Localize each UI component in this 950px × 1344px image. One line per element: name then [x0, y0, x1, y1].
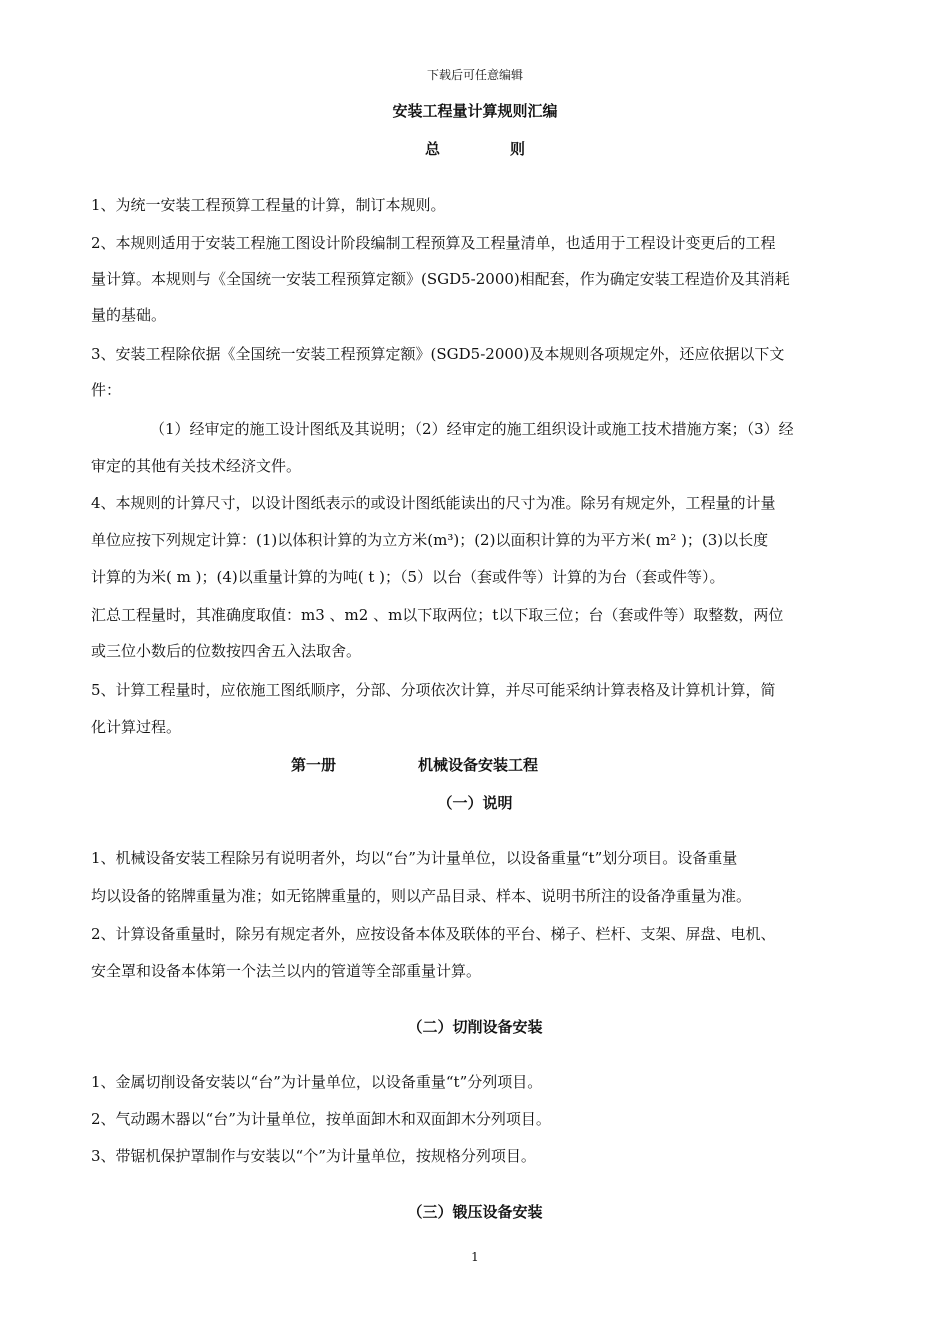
general-line: 件：	[91, 381, 122, 399]
section-line: 1、金属切削设备安装以“台”为计量单位，以设备重量“t”分列项目。	[91, 1073, 543, 1091]
page-number: 1	[471, 1250, 479, 1264]
section-line: 2、气动踢木器以“台”为计量单位，按单面卸木和双面卸木分列项目。	[91, 1110, 551, 1128]
general-line: （1）经审定的施工设计图纸及其说明；（2）经审定的施工组织设计或施工技术措施方案；（3）经	[150, 420, 794, 438]
section-line: 3、带锯机保护罩制作与安装以“个”为计量单位，按规格分列项目。	[91, 1147, 536, 1165]
general-line: 2、本规则适用于安装工程施工图设计阶段编制工程预算及工程量清单，也适用于工程设计变更后的工程	[91, 234, 776, 252]
page-header: 下载后可任意编辑	[426, 68, 523, 82]
section-heading: （二）切削设备安装	[407, 1018, 543, 1036]
part-name: 机械设备安装工程	[418, 756, 539, 774]
general-line: 4、本规则的计算尺寸，以设计图纸表示的或设计图纸能读出的尺寸为准。除另有规定外，工程量的计量	[91, 494, 776, 512]
section-line: 1、机械设备安装工程除另有说明者外，均以“台”为计量单位，以设备重量“t”划分项目。设备重量	[91, 849, 738, 867]
general-line: 量的基础。	[91, 306, 167, 324]
general-line: 1、为统一安装工程预算工程量的计算，制订本规则。	[91, 196, 446, 214]
general-line: 3、安装工程除依据《全国统一安装工程预算定额》(SGD5-2000)及本规则各项规定外，还应依据以下文	[91, 345, 785, 363]
part-number: 第一册	[291, 756, 337, 774]
general-line: 计算的为米( m )；(4)以重量计算的为吨( t )；（5）以台（套或件等）计算的为台（套或件等）。	[91, 568, 725, 586]
chapter-heading-left: 总	[424, 140, 440, 158]
general-line: 或三位小数后的位数按四舍五入法取舍。	[91, 642, 362, 660]
general-line: 单位应按下列规定计算：(1)以体积计算的为立方米(m³)；(2)以面积计算的为平方米( m² )；(3)以长度	[91, 531, 769, 549]
general-line: 汇总工程量时，其准确度取值：m3 、m2 、m以下取两位；t以下取三位；台（套或件等）取整数，两位	[91, 606, 784, 624]
general-line: 化计算过程。	[91, 718, 182, 736]
chapter-heading-right: 则	[510, 140, 526, 158]
general-line: 量计算。本规则与《全国统一安装工程预算定额》(SGD5-2000)相配套，作为确定安装工程造价及其消耗	[91, 270, 790, 288]
section-line: 安全罩和设备本体第一个法兰以内的管道等全部重量计算。	[91, 962, 482, 980]
general-line: 5、计算工程量时，应依施工图纸顺序，分部、分项依次计算，并尽可能采纳计算表格及计算机计算，简	[91, 681, 776, 699]
section-line: 均以设备的铭牌重量为准；如无铭牌重量的，则以产品目录、样本、说明书所注的设备净重量为准。	[91, 887, 752, 905]
section-line: 2、计算设备重量时，除另有规定者外，应按设备本体及联体的平台、梯子、栏杆、支架、屏盘、电机、	[91, 925, 776, 943]
section-heading: （三）锻压设备安装	[407, 1203, 543, 1221]
section-heading: （一）说明	[437, 794, 513, 812]
chapter-heading	[0, 138, 950, 159]
general-line: 审定的其他有关技术经济文件。	[91, 457, 302, 475]
document-title: 安装工程量计算规则汇编	[392, 102, 558, 120]
